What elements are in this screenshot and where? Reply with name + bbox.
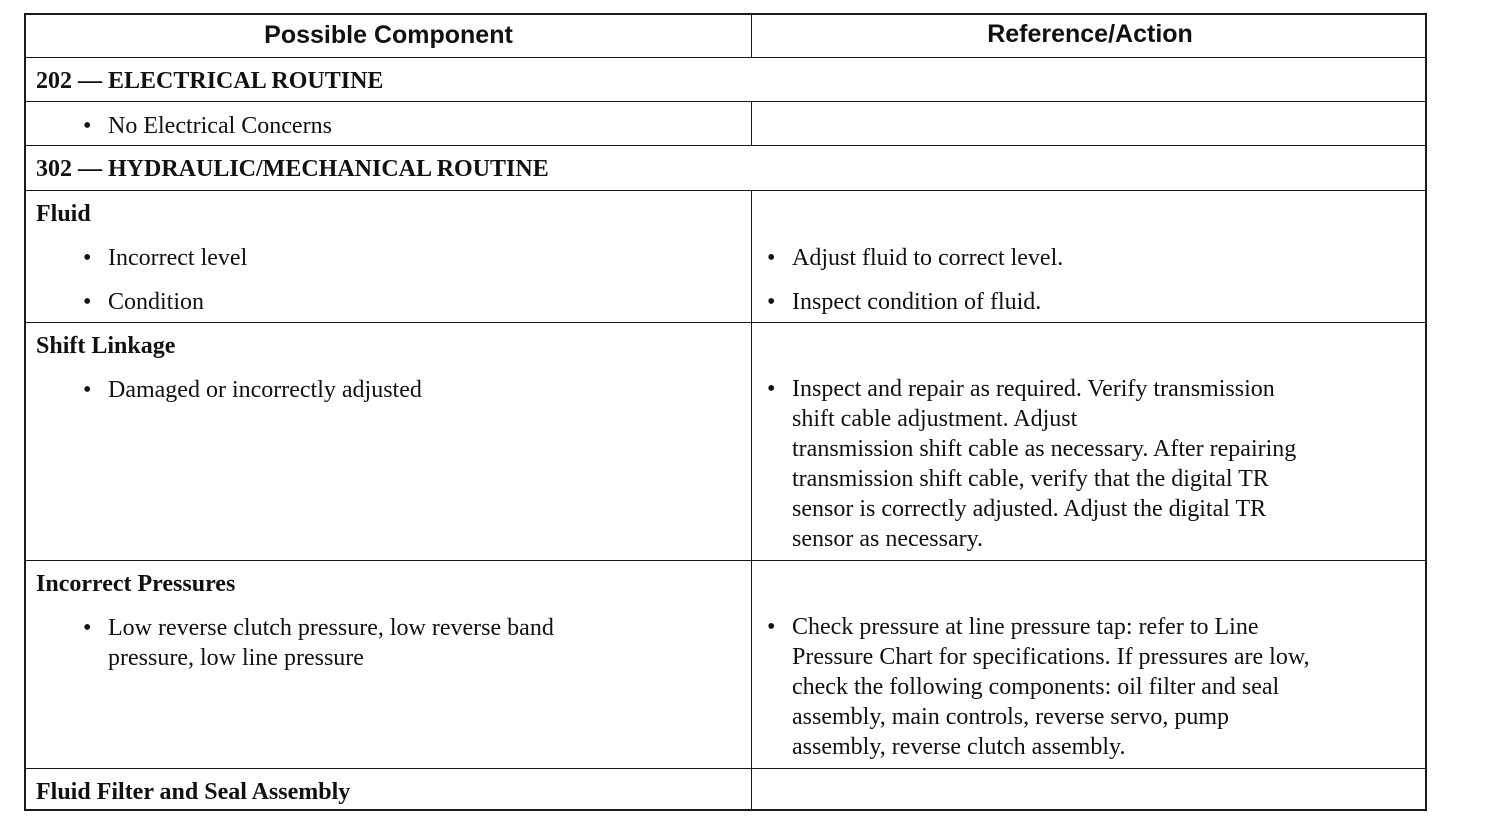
- row-divider: [26, 322, 1425, 323]
- component-low-pressures: [108, 613, 554, 673]
- header-possible-component: Possible Component: [264, 21, 513, 49]
- bullet: •: [767, 289, 776, 315]
- component-incorrect-level: Incorrect level: [108, 245, 248, 271]
- bullet: •: [83, 615, 92, 641]
- component-no-electrical-concerns: No Electrical Concerns: [108, 113, 332, 139]
- action-line: shift cable adjustment. Adjust: [792, 406, 1078, 432]
- bullet: •: [83, 289, 92, 315]
- bullet: •: [83, 377, 92, 403]
- action-check-pressure: [792, 612, 1310, 762]
- column-divider: [751, 190, 752, 811]
- action-line: check the following components: oil filter and seal: [792, 674, 1280, 700]
- section-title-electrical: 202 — ELECTRICAL ROUTINE: [36, 68, 384, 94]
- row-divider: [26, 101, 1425, 102]
- bullet: •: [767, 376, 776, 402]
- action-line: Inspect and repair as required. Verify transmission: [792, 376, 1275, 402]
- component-group-shift-linkage: Shift Linkage: [36, 333, 176, 359]
- diagnosis-table: [24, 13, 1427, 811]
- row-divider: [26, 57, 1425, 58]
- component-damaged-linkage: Damaged or incorrectly adjusted: [108, 377, 422, 403]
- component-line: Low reverse clutch pressure, low reverse band: [108, 615, 554, 641]
- action-line: transmission shift cable, verify that the digital TR: [792, 466, 1269, 492]
- column-divider: [751, 15, 752, 57]
- action-inspect-fluid: Inspect condition of fluid.: [792, 289, 1042, 315]
- row-divider: [26, 145, 1425, 146]
- bullet: •: [83, 245, 92, 271]
- action-line: transmission shift cable as necessary. After repairing: [792, 436, 1297, 462]
- bullet: •: [767, 614, 776, 640]
- section-title-hydraulic: 302 — HYDRAULIC/MECHANICAL ROUTINE: [36, 156, 549, 182]
- action-line: sensor is correctly adjusted. Adjust the digital TR: [792, 496, 1267, 522]
- bullet: •: [83, 113, 92, 139]
- row-divider: [26, 190, 1425, 191]
- bullet: •: [767, 245, 776, 271]
- action-line: Pressure Chart for specifications. If pressures are low,: [792, 644, 1310, 670]
- action-line: assembly, main controls, reverse servo, pump: [792, 704, 1230, 730]
- header-reference-action: Reference/Action: [987, 20, 1193, 48]
- action-adjust-fluid: Adjust fluid to correct level.: [792, 245, 1064, 271]
- component-condition: Condition: [108, 289, 205, 315]
- component-group-fluid: Fluid: [36, 201, 91, 227]
- component-group-fluid-filter: Fluid Filter and Seal Assembly: [36, 779, 351, 805]
- component-line: pressure, low line pressure: [108, 645, 364, 671]
- action-line: Check pressure at line pressure tap: refer to Line: [792, 614, 1259, 640]
- action-shift-linkage: [792, 374, 1296, 554]
- column-divider: [751, 101, 752, 145]
- action-line: sensor as necessary.: [792, 526, 984, 552]
- row-divider: [26, 560, 1425, 561]
- action-line: assembly, reverse clutch assembly.: [792, 734, 1126, 760]
- component-group-incorrect-pressures: Incorrect Pressures: [36, 571, 236, 597]
- row-divider: [26, 768, 1425, 769]
